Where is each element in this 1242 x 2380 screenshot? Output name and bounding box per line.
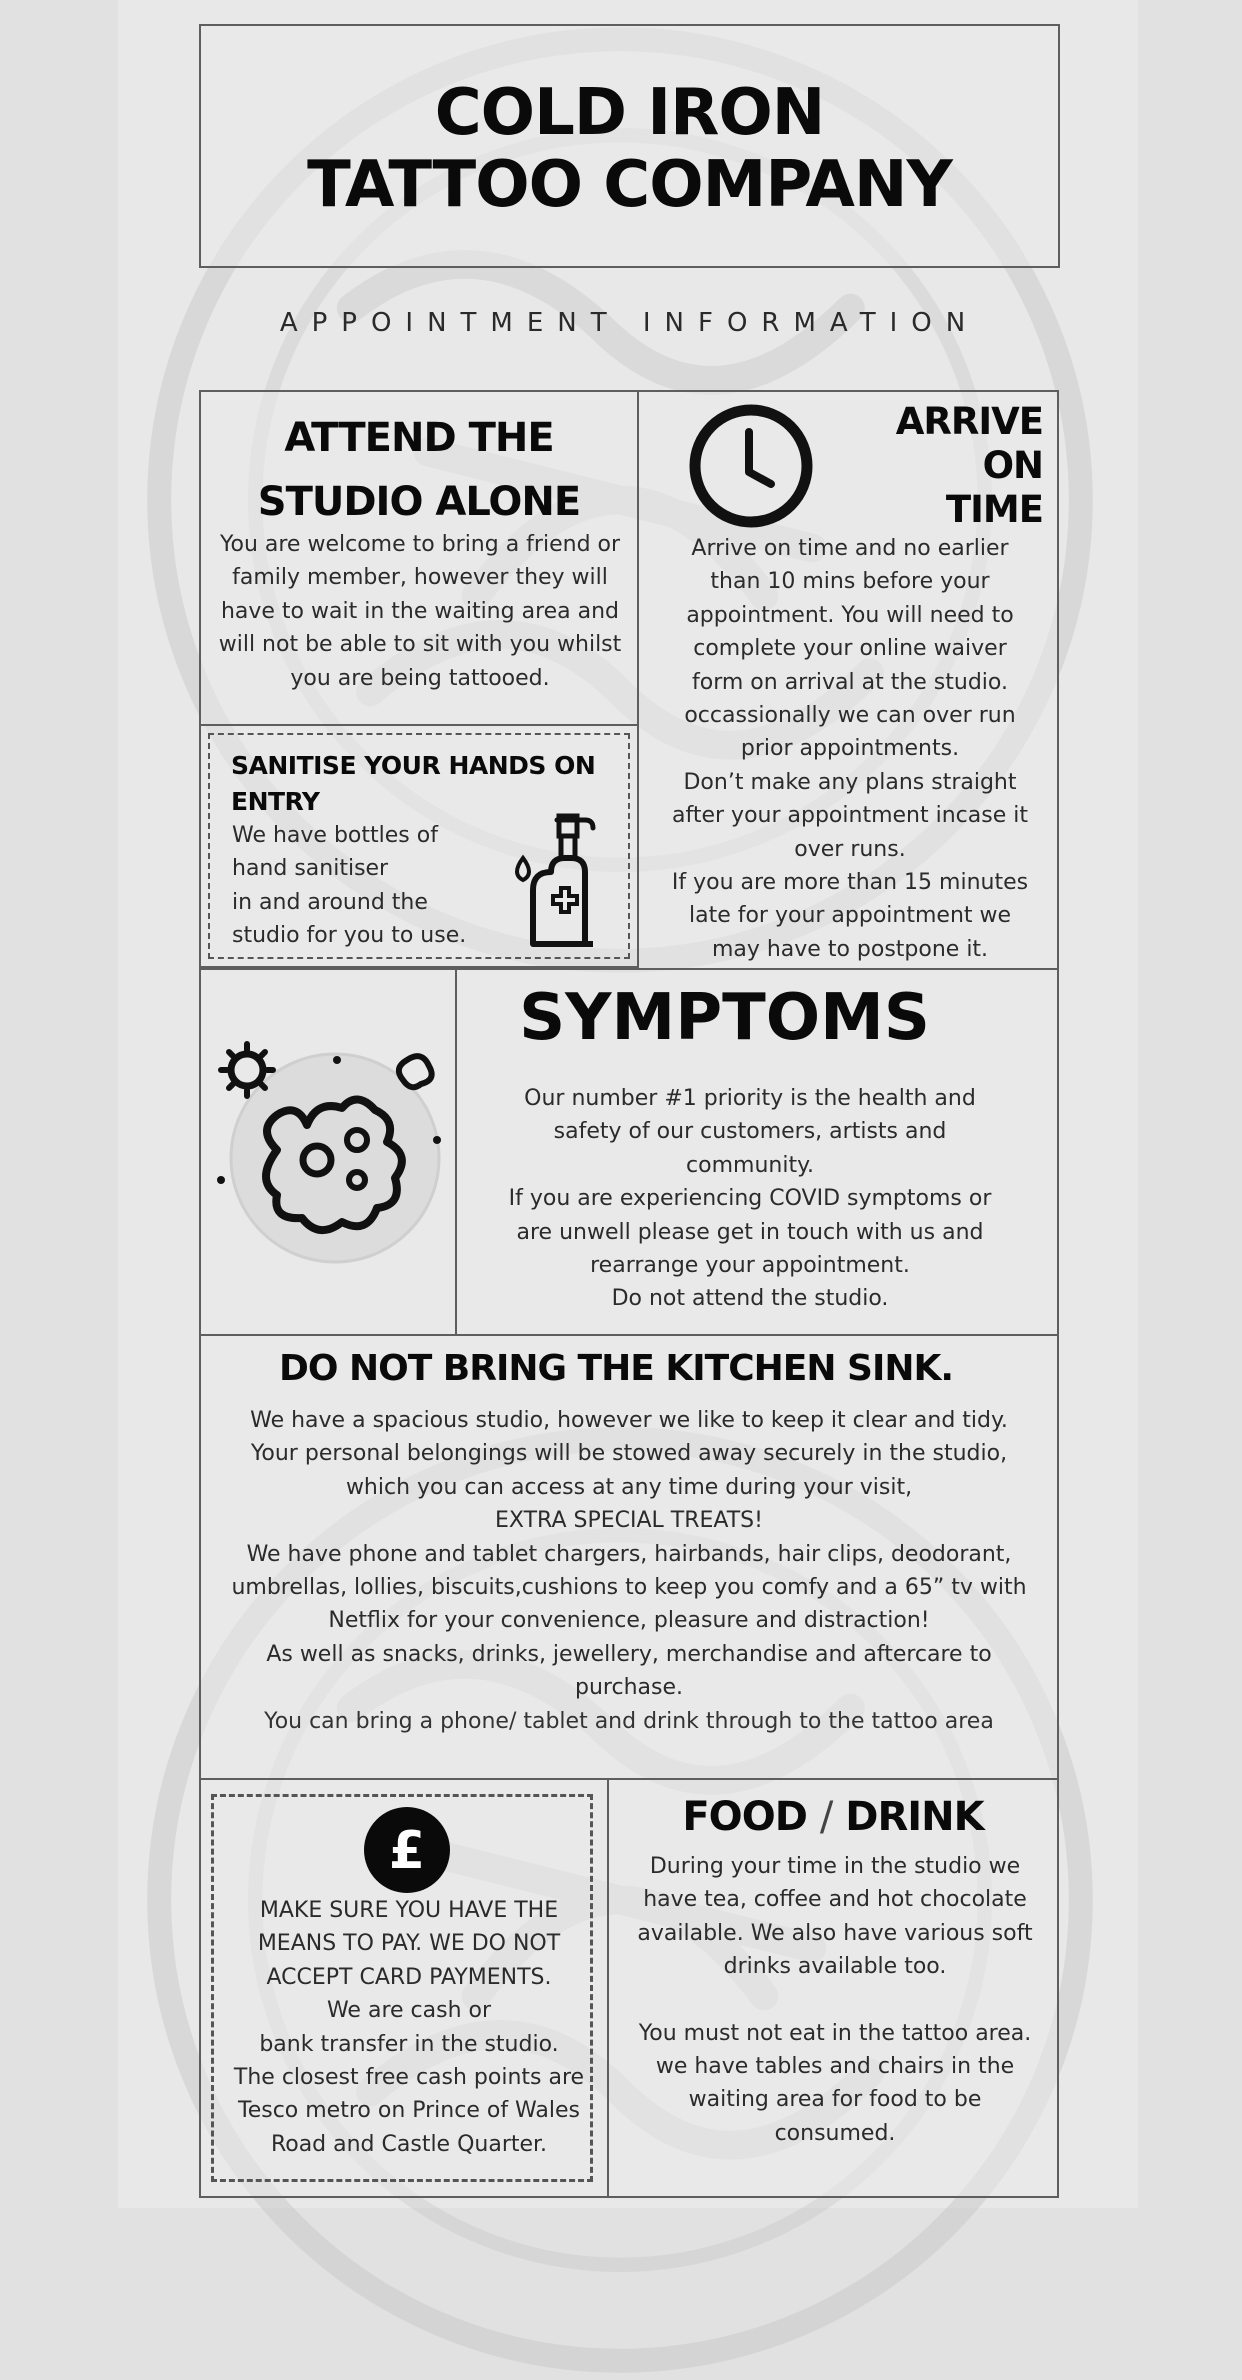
- virus-panel: [199, 968, 457, 1336]
- payment-panel: [199, 1778, 609, 2198]
- food-drink-title: FOOD / DRINK: [682, 1794, 984, 1840]
- kitchen-sink-title: DO NOT BRING THE KITCHEN SINK.: [278, 1348, 954, 1389]
- arrive-on-time-title: ARRIVE ON TIME: [895, 400, 1043, 531]
- symptoms-text: Our number #1 priority is the health and safety of our customers, artists and community. If you are experiencing COVID symptoms or are unwell please get in touch with us and rearrange your appointment. Do not attend the studio.: [508, 1086, 992, 1312]
- pound-icon: [363, 1806, 451, 1894]
- sanitise-panel: [199, 724, 639, 968]
- virus-icon: [207, 1030, 449, 1270]
- page-subtitle: APPOINTMENT INFORMATION: [279, 308, 980, 338]
- attend-alone-text: You are welcome to bring a friend or family member, however they will have to wait in the waiting area and will not be able to sit with you whilst you are being tattooed.: [218, 532, 622, 691]
- kitchen-sink-panel: [199, 1334, 1059, 1780]
- hand-sanitiser-icon: [507, 810, 617, 954]
- attend-alone-title: ATTEND THE STUDIO ALONE: [257, 415, 581, 525]
- symptoms-title: SYMPTOMS: [519, 981, 930, 1055]
- payment-text: MAKE SURE YOU HAVE THE MEANS TO PAY. WE DO NOT ACCEPT CARD PAYMENTS. We are cash or bank transfer in the studio. The closest free cash points are Tesco metro on Prince of Wales Road and Castle Quarter.: [233, 1898, 585, 2157]
- arrive-on-time-panel: [637, 390, 1059, 970]
- kitchen-sink-text: We have a spacious studio, however we like to keep it clear and tidy. Your personal belongings will be stowed away securely in the studio, which you can access at any time during your visit, EXTRA SPECIAL TREATS! We have phone and tablet chargers, hairbands, hair clips, deodorant, umbrellas, lollies, biscuits,cushions to keep you comfy and a 65” tv with Netflix for your convenience, pleasure and distraction! As well as snacks, drinks, jewellery, merchandise and aftercare to purchase. You can bring a phone/ tablet and drink through to the tattoo area: [201, 1404, 1057, 1738]
- symptoms-panel: [455, 968, 1059, 1336]
- attend-alone-panel: [199, 390, 639, 726]
- arrive-on-time-text: Arrive on time and no earlier than 10 mins before your appointment. You will need to complete your online waiver form on arrival at the studio. occassionally we can over run prior appointments. Don’t make any plans straight after your appointment incase it over runs. If you are more than 15 minutes late for your appointment we may have to postpone it.: [671, 536, 1029, 962]
- sanitise-title: SANITISE YOUR HANDS ON ENTRY: [231, 751, 596, 816]
- page-title-line-2: TATTOO COMPANY: [307, 148, 952, 222]
- header-panel: [199, 24, 1060, 268]
- page-title-line-1: COLD IRON: [434, 76, 825, 150]
- clock-icon: [687, 402, 815, 530]
- kitchen-sink-note: You can bring a phone/ tablet and drink through to the tattoo area: [264, 1708, 994, 1734]
- sanitise-text: We have bottles of hand sanitiser in and around the studio for you to use.: [232, 823, 467, 949]
- food-drink-panel: [607, 1778, 1059, 2198]
- food-drink-text: During your time in the studio we have tea, coffee and hot chocolate available. We also have various soft drinks available too. You must not eat in the tattoo area. we have tables and chairs in the waiting area for food to be consumed.: [637, 1854, 1033, 2146]
- svg-text:£: £: [388, 1821, 426, 1881]
